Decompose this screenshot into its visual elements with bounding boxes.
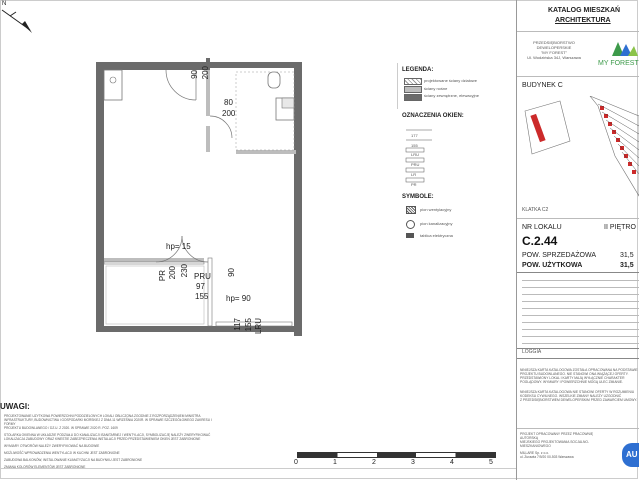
room-line-6 <box>522 315 639 316</box>
symbol-vent: pion wentylacyjny <box>420 207 452 212</box>
unit-no-label: NR LOKALU <box>522 224 562 231</box>
room-line-2 <box>522 287 639 288</box>
area-usable-value: 31,5 <box>620 262 634 269</box>
room-line-10 <box>522 343 639 344</box>
dim-90-top: 90 <box>190 70 199 79</box>
scale-tick-5: 5 <box>489 459 493 466</box>
stair-label: KLATKA C2 <box>522 207 549 213</box>
loggia-divider-bottom <box>517 358 639 359</box>
my-forest-logo-icon <box>610 40 638 58</box>
scale-tick-2: 2 <box>372 459 376 466</box>
scale-tick-0: 0 <box>294 459 298 466</box>
loggia-label: LOGGIA <box>522 349 542 355</box>
toilet-icon <box>268 72 280 88</box>
legend-item-external: ściany zewnętrzne, elewacyjne <box>424 93 479 98</box>
hp-15-label: hp= 15 <box>166 242 191 251</box>
dim-155-lru: 155 <box>244 318 253 332</box>
floor-label: II PIĘTRO <box>604 224 636 231</box>
window-symbols <box>404 122 434 192</box>
window-pr <box>104 262 204 264</box>
legend-item-partition: projektowane ściany działowe <box>424 78 477 83</box>
developer-info: PRZEDSIĘBIORSTWO DEWELOPERSKIE "MY FOREST" Ul. Wodzińska 34J, Warszawa <box>527 40 581 60</box>
legend-title: LEGENDA: <box>402 67 434 73</box>
area-usable-label: POW. UŻYTKOWA <box>522 262 583 269</box>
pr-label: PR <box>158 270 167 282</box>
area-divider <box>517 272 639 273</box>
dim-230: 230 <box>180 264 189 278</box>
header-divider <box>517 31 639 32</box>
dim-90-right: 90 <box>227 268 236 277</box>
dim-200-mid: 200 <box>222 109 236 118</box>
area-sales-value: 31,5 <box>620 252 634 259</box>
room-line-9 <box>522 336 639 337</box>
legend-item-load: ściany nośne <box>424 86 448 91</box>
architect-badge-text: AU <box>626 450 638 459</box>
window-code-lr: LR <box>411 172 417 177</box>
dim-117: 117 <box>233 318 242 331</box>
north-arrow-icon <box>0 6 34 36</box>
legend-swatch-external <box>404 94 422 101</box>
footer-divider <box>517 428 639 429</box>
north-letter: N <box>2 1 7 7</box>
dim-80: 80 <box>224 98 233 107</box>
sewer-symbol-icon <box>406 220 415 229</box>
side-notes-2: NINIEJSZA KARTA KATALOGOWA NIE STANOWI OFERTY W ROZUMIENIU KODEKSU CYWILNEGO. WSZELKIE ZMIANY NALEŻY UZGODNIĆ Z PRZEDSIĘBIORSTWEM DEWELOPERSKIM PRZED ZAWARCIEM UMOWY. <box>520 390 638 402</box>
loggia-floor <box>106 266 204 324</box>
washbasin-icon <box>282 98 294 108</box>
symbol-panel: tablica elektryczna <box>420 233 453 238</box>
dev-divider <box>517 76 639 77</box>
side-notes: NINIEJSZA KARTA KATALOGOWA ZOSTAŁA OPRACOWANA NA PODSTAWIE PROJEKTU BUDOWLANEGO. NIE STANOWI ONA WIĄŻĄCEJ OFERTY. PRZEDSTAWIONY LOKAL I KARTY MAJĄ WYŁĄCZNIE CHARAKTER POGLĄDOWY. WYMIARY I POWIERZCHNIE MOGĄ ULEC ZMIANIE. <box>520 368 638 384</box>
right-panel-divider <box>516 0 517 480</box>
window-code-pr: PR <box>411 182 417 187</box>
lru-label: LRU <box>254 318 263 335</box>
loggia-divider <box>104 258 204 262</box>
room-line-8 <box>522 329 639 330</box>
site-divider <box>517 218 639 219</box>
dim-97: 97 <box>196 282 205 291</box>
hp-90-label: hp= 90 <box>226 294 251 303</box>
notes-title: UWAGI: <box>0 402 30 411</box>
panel-symbol-icon <box>406 233 414 238</box>
dim-200-pr: 200 <box>168 266 177 280</box>
unit-code: C.2.44 <box>522 234 558 248</box>
scale-tick-1: 1 <box>333 459 337 466</box>
catalog-title: KATALOG MIESZKAŃ <box>548 7 621 14</box>
building-label: BUDYNEK C <box>522 82 563 89</box>
symbol-sewer: pion kanalizacyjny <box>420 221 453 226</box>
scale-bar <box>297 452 496 458</box>
window-code-lru: LRU <box>411 152 420 157</box>
vent-symbol-icon <box>406 206 416 214</box>
scale-tick-3: 3 <box>411 459 415 466</box>
pru-label: PRU <box>194 272 211 281</box>
window-dim-top: 177 <box>411 133 418 138</box>
footer-info: PROJEKT OPRACOWANY PRZEZ PRACOWNIĘ AUTORSKĄ MIEJSKIEGO PROJEKTOWANIA SOCJALNO-MIESZKANIOWEGO MILLARE Sp. z o.o. ul. Żurawia 7/9/20 00-503 Warszawa <box>520 432 594 459</box>
dim-155: 155 <box>195 292 209 301</box>
site-map <box>520 96 639 202</box>
window-code-pru: PRU <box>411 162 420 167</box>
room-line-4 <box>522 301 639 302</box>
kitchen-counter <box>104 70 122 100</box>
notes-body: PROJEKTOWANIE UZYTKOWA POWIERZCHNI PODDZIELONYCH LOKALI OBLICZONA ZGODNIE Z ROZPORZĄDZENIEM MINISTRA INFRASTRUKTURY, BUDOWNICTWA I GOSPODARKI MORSKIEJ Z DNIA 11 WRZEŚNIA 2020R. W SPRAWIE SZCZEGÓŁOWEGO ZAKRESU I FORMY PROJEKTU BUDOWLANEGO / DZ.U. Z 2020. W SPRAWIE 2020 R. POZ. 1609 STOLARKA OKIENNA W UKŁADZIE PODZIAŁU DO KANALIZACJI ISANITARNEJ I WENTYLACJI, SYMBOLIZACJĘ NALEŻY ZWERYFIKOWAĆ LOKALIZACJA ZABUDOWY ORAZ KWESTIE ZABEZPIECZENIA INSTALACJI PRZED PRZEDSTAWIENIEM OKIEN JEST ZABRONIONE WYMIARY OTWORÓW NALEŻY ZWERYFIKOWAĆ NA BUDOWIE MOŻLIWOŚĆ WPROWADZENIA WENTYLACJI W KUCHNI JEST ZABRONIONE ZABUDOWA BALKONÓW, INSTALOWANIE KLIMATYZACJI NA BUDYNKU JEST ZABRONIONE ZMIANA KOLORÓW ELEMENTÓW JEST ZABRONIONE <box>4 414 212 469</box>
room-line-5 <box>522 308 639 309</box>
dim-200-top: 200 <box>201 66 210 80</box>
room-line-7 <box>522 322 639 323</box>
room-line-3 <box>522 294 639 295</box>
scale-tick-4: 4 <box>450 459 454 466</box>
bathroom-door-arc <box>210 116 232 138</box>
windows-title: OZNACZENIA OKIEN: <box>402 113 464 119</box>
window-pru <box>208 258 212 326</box>
window-dim-bottom: 155 <box>411 143 418 148</box>
room-line-1 <box>522 280 639 281</box>
area-sales-label: POW. SPRZEDAŻOWA <box>522 252 597 259</box>
logo-text: MY FOREST <box>598 60 639 67</box>
symbols-title: SYMBOLE: <box>402 194 434 200</box>
legend-swatch-load <box>404 86 422 93</box>
catalog-subtitle: ARCHITEKTURA <box>555 17 611 24</box>
legend-swatch-partition <box>404 78 422 85</box>
